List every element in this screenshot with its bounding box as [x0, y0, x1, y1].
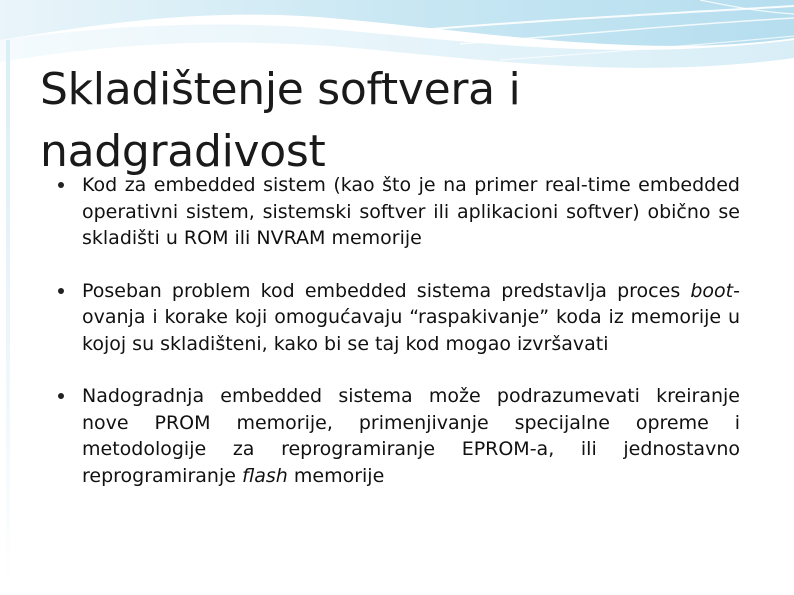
bullet-dot-icon	[58, 182, 64, 188]
left-accent-bar	[6, 40, 10, 588]
slide-title: Skladištenje softvera i nadgradivost	[40, 64, 521, 178]
bullet-item	[58, 383, 740, 489]
bullet-text-start: Poseban problem kod embedded sistema predstavlja proces	[82, 279, 691, 302]
bullet-text: Kod za embedded sistem (kao što je na primer real-time embedded operativni sistem, sistemski softver ili aplikacioni softver) obično se skladišti u ROM ili NVRAM memorije	[82, 174, 740, 249]
bullet-text-end: -ovanja i korake koji omogućavaju “raspakivanje” koda iz memorije u kojoj su skladišteni, kako bi se taj kod mogao izvršavati	[82, 279, 740, 355]
bullet-item	[58, 172, 740, 252]
bullet-item	[58, 278, 740, 358]
bullet-dot-icon	[58, 288, 64, 294]
bullet-italic-term: boot	[690, 279, 734, 302]
bullet-italic-term: flash	[241, 464, 288, 487]
bullet-list	[58, 172, 740, 515]
bullet-dot-icon	[58, 393, 64, 399]
bullet-text-start: Nadogradnja embedded sistema može podrazumevati kreiranje nove PROM memorije, primenjivanje specijalne opreme i metodologije za reprogramiranje EPROM-a, ili jednostavno reprogramiranje	[82, 385, 740, 487]
bullet-text-end: memorije	[287, 464, 385, 487]
